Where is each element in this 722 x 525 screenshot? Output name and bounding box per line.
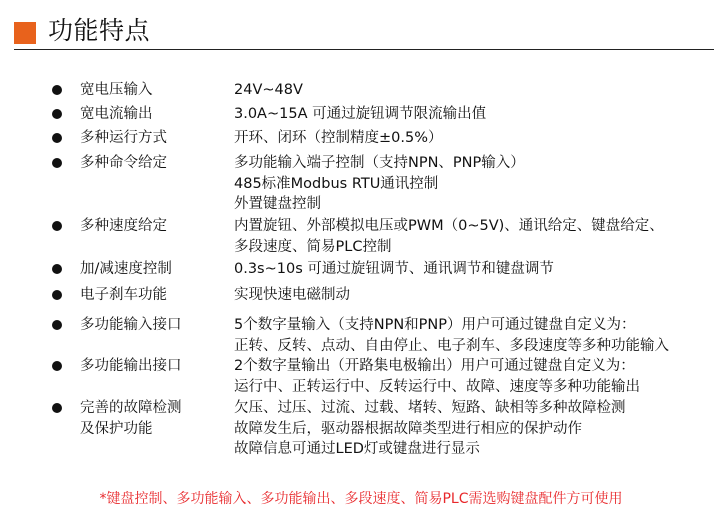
feature-description bbox=[234, 315, 718, 356]
bullet-icon bbox=[52, 85, 62, 95]
feature-name: 多种速度给定 bbox=[80, 218, 167, 234]
bullet-icon bbox=[52, 403, 62, 413]
feature-description-line: 多功能输入端子控制（支持NPN、PNP输入） bbox=[234, 155, 525, 171]
feature-description-line: 0.3s~10s 可通过旋钮调节、通讯调节和键盘调节 bbox=[234, 261, 554, 277]
bullet-icon bbox=[52, 109, 62, 119]
feature-description bbox=[234, 398, 718, 460]
feature-description-line: 5个数字量输入（支持NPN和PNP）用户可通过键盘自定义为： bbox=[234, 317, 636, 333]
feature-description-line: 多段速度、简易PLC控制 bbox=[234, 238, 392, 255]
feature-name: 宽电压输入 bbox=[80, 82, 153, 98]
bullet-icon bbox=[52, 290, 62, 300]
bullet-icon bbox=[52, 264, 62, 274]
feature-description-line: 欠压、过压、过流、过载、堵转、短路、缺相等多种故障检测 bbox=[234, 400, 626, 416]
feature-description bbox=[234, 153, 718, 215]
feature-description-line: 24V~48V bbox=[234, 82, 303, 98]
bullet-icon bbox=[52, 221, 62, 231]
feature-name: 多种运行方式 bbox=[80, 130, 167, 146]
bullet-icon bbox=[52, 361, 62, 371]
feature-description bbox=[234, 80, 718, 101]
feature-name: 宽电流输出 bbox=[80, 106, 153, 122]
feature-name: 电子刹车功能 bbox=[80, 287, 167, 303]
feature-description bbox=[234, 356, 718, 397]
feature-description bbox=[234, 128, 718, 149]
feature-description-line: 外置键盘控制 bbox=[234, 196, 321, 212]
feature-name: 完善的故障检测 及保护功能 bbox=[80, 400, 182, 437]
feature-description-line: 开环、闭环（控制精度±0.5%） bbox=[234, 130, 443, 146]
bullet-icon bbox=[52, 158, 62, 168]
page-title: 功能特点 bbox=[48, 16, 151, 45]
feature-description-line: 485标准Modbus RTU通讯控制 bbox=[234, 175, 439, 192]
feature-name: 加/减速度控制 bbox=[80, 261, 172, 277]
feature-name: 多功能输出接口 bbox=[80, 358, 182, 374]
feature-description-line: 运行中、正转运行中、反转运行中、故障、速度等多种功能输出 bbox=[234, 378, 640, 395]
feature-description-line: 故障发生后，驱动器根据故障类型进行相应的保护动作 bbox=[234, 420, 582, 437]
feature-description-line: 实现快速电磁制动 bbox=[234, 287, 350, 303]
feature-name: 多功能输入接口 bbox=[80, 317, 182, 333]
feature-description bbox=[234, 104, 718, 125]
feature-description bbox=[234, 285, 718, 306]
footnote: *键盘控制、多功能输入、多功能输出、多段速度、简易PLC需选购键盘配件方可使用 bbox=[99, 491, 623, 507]
feature-description bbox=[234, 216, 718, 257]
feature-description bbox=[234, 259, 718, 280]
feature-description-line: 2个数字量输出（开路集电极输出）用户可通过键盘自定义为： bbox=[234, 358, 635, 374]
feature-description-line: 3.0A~15A 可通过旋钮调节限流输出值 bbox=[234, 106, 487, 122]
feature-name: 多种命令给定 bbox=[80, 155, 167, 171]
feature-description-line: 内置旋钮、外部模拟电压或PWM（0~5V)、通讯给定、键盘给定、 bbox=[234, 218, 664, 234]
bullet-icon bbox=[52, 133, 62, 143]
feature-description-line: 故障信息可通过LED灯或键盘进行显示 bbox=[234, 441, 480, 457]
feature-description-line: 正转、反转、点动、自由停止、电子刹车、多段速度等多种功能输入 bbox=[234, 337, 669, 354]
bullet-icon bbox=[52, 320, 62, 330]
